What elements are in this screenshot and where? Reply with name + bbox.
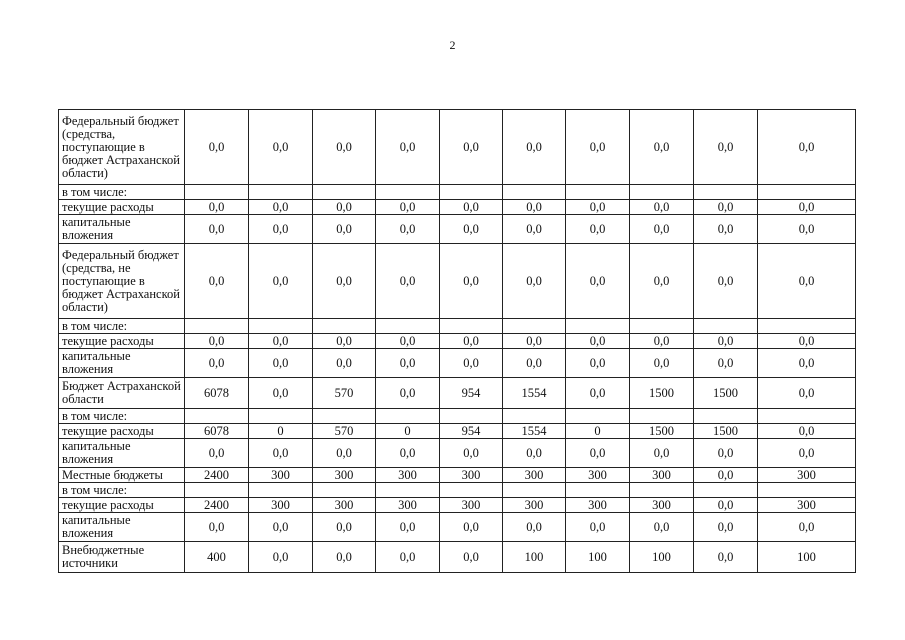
value-cell: 0,0 (440, 215, 503, 244)
value-cell: 0,0 (440, 244, 503, 319)
value-cell (376, 483, 440, 498)
value-cell: 0,0 (630, 110, 694, 185)
value-cell: 2400 (185, 498, 249, 513)
row-label: капитальные вложения (59, 439, 185, 468)
value-cell: 570 (313, 378, 376, 409)
value-cell (758, 483, 856, 498)
value-cell: 0,0 (376, 244, 440, 319)
value-cell: 0,0 (313, 215, 376, 244)
value-cell: 0,0 (694, 498, 758, 513)
value-cell: 300 (376, 468, 440, 483)
table-row (59, 498, 856, 513)
value-cell (503, 409, 566, 424)
row-label: текущие расходы (59, 200, 185, 215)
value-cell (566, 483, 630, 498)
value-cell: 300 (440, 498, 503, 513)
row-label: в том числе: (59, 185, 185, 200)
value-cell (566, 319, 630, 334)
value-cell: 300 (313, 468, 376, 483)
value-cell: 1500 (630, 424, 694, 439)
table-row (59, 319, 856, 334)
value-cell: 0,0 (566, 200, 630, 215)
value-cell: 0,0 (376, 378, 440, 409)
table-row (59, 439, 856, 468)
value-cell (694, 483, 758, 498)
value-cell: 0,0 (249, 513, 313, 542)
value-cell: 0,0 (249, 200, 313, 215)
value-cell: 0,0 (376, 110, 440, 185)
value-cell: 0,0 (694, 439, 758, 468)
value-cell: 0,0 (440, 200, 503, 215)
value-cell: 1500 (694, 424, 758, 439)
value-cell: 300 (313, 498, 376, 513)
page-number: 2 (449, 38, 456, 52)
value-cell (440, 409, 503, 424)
value-cell (630, 185, 694, 200)
value-cell: 570 (313, 424, 376, 439)
budget-table-body (59, 110, 856, 573)
value-cell: 0,0 (694, 542, 758, 573)
row-label: капитальные вложения (59, 215, 185, 244)
table-row (59, 542, 856, 573)
table-row (59, 349, 856, 378)
value-cell: 0,0 (185, 200, 249, 215)
value-cell: 1554 (503, 424, 566, 439)
value-cell: 300 (630, 498, 694, 513)
value-cell: 0,0 (758, 378, 856, 409)
value-cell: 0,0 (313, 200, 376, 215)
value-cell: 0,0 (185, 439, 249, 468)
value-cell: 0,0 (503, 215, 566, 244)
value-cell: 0,0 (566, 378, 630, 409)
value-cell: 0,0 (249, 215, 313, 244)
value-cell (313, 185, 376, 200)
value-cell: 0,0 (694, 513, 758, 542)
value-cell: 100 (758, 542, 856, 573)
value-cell: 0,0 (376, 542, 440, 573)
value-cell: 0,0 (630, 513, 694, 542)
row-label: текущие расходы (59, 424, 185, 439)
value-cell: 300 (566, 498, 630, 513)
value-cell: 0,0 (313, 334, 376, 349)
value-cell: 0,0 (249, 542, 313, 573)
value-cell: 0,0 (249, 334, 313, 349)
value-cell: 0,0 (376, 513, 440, 542)
row-label: Федеральный бюджет (средства, не поступающие в бюджет Астраханской области) (59, 244, 185, 319)
row-label: Федеральный бюджет (средства, поступающие в бюджет Астраханской области) (59, 110, 185, 185)
value-cell: 0,0 (185, 244, 249, 319)
value-cell: 0 (376, 424, 440, 439)
value-cell: 300 (503, 468, 566, 483)
value-cell: 0,0 (566, 215, 630, 244)
value-cell: 300 (249, 498, 313, 513)
value-cell (249, 483, 313, 498)
value-cell (630, 319, 694, 334)
value-cell (313, 409, 376, 424)
value-cell: 0,0 (758, 424, 856, 439)
value-cell: 0,0 (313, 110, 376, 185)
value-cell: 0,0 (566, 334, 630, 349)
table-row (59, 110, 856, 185)
value-cell: 0,0 (758, 215, 856, 244)
value-cell: 0,0 (503, 200, 566, 215)
value-cell: 0,0 (249, 349, 313, 378)
value-cell: 0,0 (440, 439, 503, 468)
value-cell: 6078 (185, 424, 249, 439)
value-cell: 0,0 (185, 110, 249, 185)
value-cell: 0,0 (566, 110, 630, 185)
value-cell (503, 483, 566, 498)
value-cell: 0,0 (440, 334, 503, 349)
budget-table (58, 109, 856, 573)
value-cell: 0,0 (376, 334, 440, 349)
value-cell (313, 483, 376, 498)
value-cell: 6078 (185, 378, 249, 409)
value-cell: 0,0 (503, 244, 566, 319)
value-cell: 0,0 (503, 349, 566, 378)
value-cell (185, 483, 249, 498)
value-cell (440, 483, 503, 498)
value-cell: 0,0 (503, 513, 566, 542)
value-cell: 0,0 (376, 215, 440, 244)
value-cell: 0,0 (758, 334, 856, 349)
value-cell: 0,0 (313, 542, 376, 573)
value-cell: 0,0 (503, 334, 566, 349)
value-cell: 1554 (503, 378, 566, 409)
value-cell (249, 409, 313, 424)
value-cell: 1500 (630, 378, 694, 409)
value-cell: 0,0 (503, 110, 566, 185)
value-cell: 0,0 (185, 349, 249, 378)
value-cell: 0,0 (694, 334, 758, 349)
value-cell: 0,0 (313, 439, 376, 468)
value-cell: 0,0 (630, 244, 694, 319)
value-cell: 0,0 (440, 542, 503, 573)
value-cell (376, 319, 440, 334)
value-cell (249, 185, 313, 200)
value-cell (630, 483, 694, 498)
value-cell: 300 (758, 468, 856, 483)
value-cell (376, 409, 440, 424)
value-cell: 300 (249, 468, 313, 483)
value-cell: 0,0 (566, 349, 630, 378)
value-cell (376, 185, 440, 200)
table-row (59, 513, 856, 542)
value-cell: 0,0 (185, 334, 249, 349)
value-cell: 0 (249, 424, 313, 439)
value-cell (185, 319, 249, 334)
value-cell: 0,0 (440, 513, 503, 542)
value-cell: 0,0 (249, 244, 313, 319)
row-label: Местные бюджеты (59, 468, 185, 483)
value-cell: 0,0 (758, 439, 856, 468)
table-row (59, 200, 856, 215)
value-cell: 2400 (185, 468, 249, 483)
value-cell (440, 319, 503, 334)
value-cell (694, 319, 758, 334)
value-cell: 0,0 (249, 110, 313, 185)
value-cell: 0,0 (376, 439, 440, 468)
value-cell: 300 (440, 468, 503, 483)
table-row (59, 483, 856, 498)
value-cell (758, 185, 856, 200)
table-row (59, 468, 856, 483)
value-cell: 0,0 (694, 110, 758, 185)
value-cell: 0,0 (630, 439, 694, 468)
value-cell (313, 319, 376, 334)
row-label: в том числе: (59, 409, 185, 424)
value-cell (503, 185, 566, 200)
value-cell (185, 409, 249, 424)
value-cell: 0,0 (758, 244, 856, 319)
table-row (59, 409, 856, 424)
row-label: в том числе: (59, 319, 185, 334)
value-cell: 0,0 (758, 513, 856, 542)
value-cell: 1500 (694, 378, 758, 409)
value-cell: 100 (566, 542, 630, 573)
table-row (59, 334, 856, 349)
value-cell: 0,0 (566, 244, 630, 319)
value-cell: 0,0 (758, 110, 856, 185)
value-cell: 300 (376, 498, 440, 513)
value-cell: 100 (630, 542, 694, 573)
value-cell: 0,0 (694, 349, 758, 378)
table-row (59, 378, 856, 409)
value-cell: 0,0 (249, 439, 313, 468)
value-cell (758, 409, 856, 424)
value-cell: 0,0 (694, 200, 758, 215)
value-cell: 0,0 (694, 215, 758, 244)
value-cell: 0,0 (694, 468, 758, 483)
row-label: Внебюджетные источники (59, 542, 185, 573)
table-row (59, 215, 856, 244)
value-cell: 0,0 (566, 513, 630, 542)
value-cell: 400 (185, 542, 249, 573)
value-cell (630, 409, 694, 424)
value-cell: 300 (566, 468, 630, 483)
value-cell: 954 (440, 378, 503, 409)
value-cell: 0,0 (313, 244, 376, 319)
row-label: Бюджет Астраханской области (59, 378, 185, 409)
value-cell: 0,0 (503, 439, 566, 468)
value-cell: 0,0 (630, 215, 694, 244)
value-cell (758, 319, 856, 334)
value-cell (440, 185, 503, 200)
value-cell (694, 185, 758, 200)
value-cell (566, 185, 630, 200)
table-row (59, 185, 856, 200)
value-cell: 0,0 (185, 513, 249, 542)
value-cell: 0,0 (566, 439, 630, 468)
row-label: капитальные вложения (59, 513, 185, 542)
value-cell: 0,0 (758, 349, 856, 378)
value-cell: 0,0 (630, 200, 694, 215)
row-label: текущие расходы (59, 498, 185, 513)
value-cell: 0,0 (313, 349, 376, 378)
value-cell (694, 409, 758, 424)
value-cell: 0,0 (630, 349, 694, 378)
table-row (59, 424, 856, 439)
value-cell: 0,0 (376, 200, 440, 215)
value-cell (185, 185, 249, 200)
value-cell: 0,0 (440, 349, 503, 378)
row-label: текущие расходы (59, 334, 185, 349)
value-cell (566, 409, 630, 424)
value-cell: 0 (566, 424, 630, 439)
value-cell: 300 (630, 468, 694, 483)
value-cell: 954 (440, 424, 503, 439)
value-cell: 0,0 (758, 200, 856, 215)
value-cell: 300 (503, 498, 566, 513)
value-cell: 0,0 (694, 244, 758, 319)
value-cell: 300 (758, 498, 856, 513)
value-cell: 0,0 (440, 110, 503, 185)
value-cell: 0,0 (630, 334, 694, 349)
row-label: в том числе: (59, 483, 185, 498)
table-row (59, 244, 856, 319)
value-cell: 0,0 (185, 215, 249, 244)
value-cell: 0,0 (313, 513, 376, 542)
value-cell: 0,0 (376, 349, 440, 378)
value-cell: 0,0 (249, 378, 313, 409)
row-label: капитальные вложения (59, 349, 185, 378)
value-cell (249, 319, 313, 334)
value-cell: 100 (503, 542, 566, 573)
value-cell (503, 319, 566, 334)
